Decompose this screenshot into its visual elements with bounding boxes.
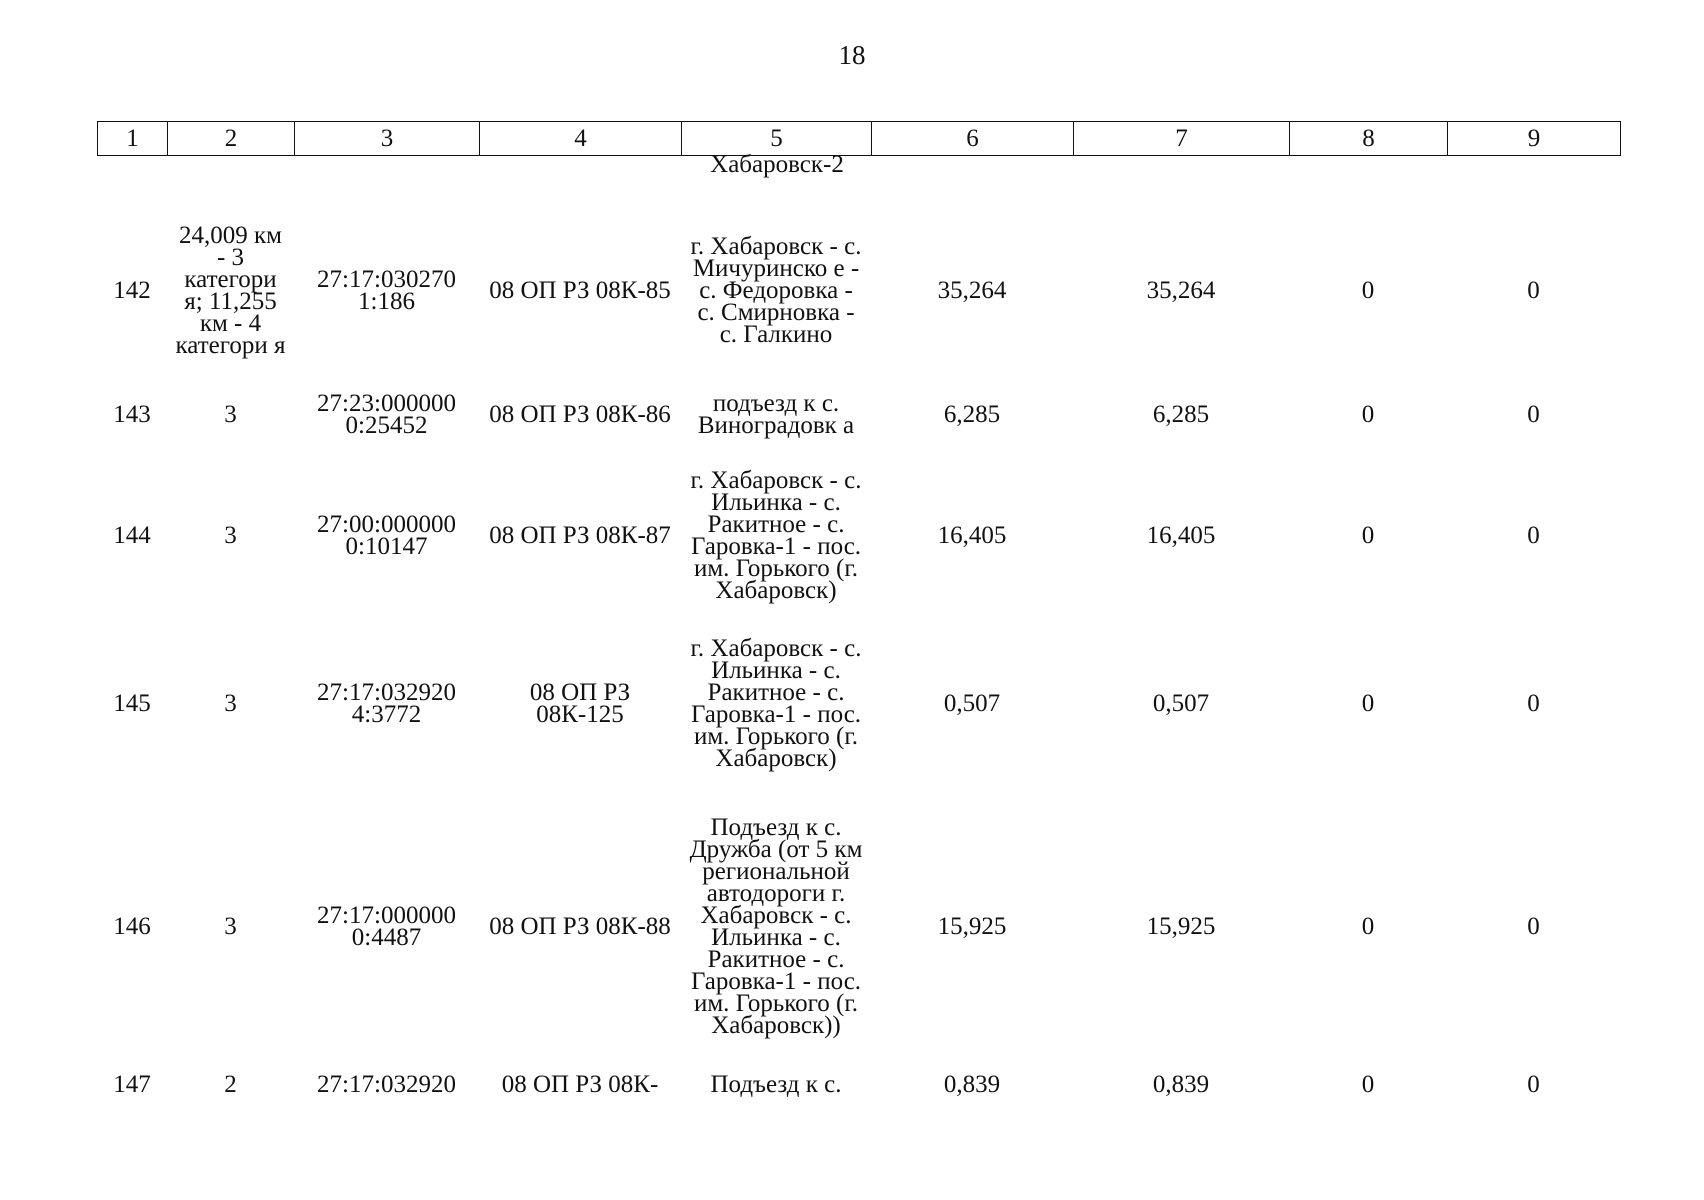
row-number: 142 xyxy=(113,277,151,304)
road-id: 08 ОП РЗ 08К- xyxy=(501,1071,659,1098)
road-value-col9: 0 xyxy=(1527,690,1540,717)
cadastral-number: 27:17:000000 0:4487 xyxy=(317,902,456,951)
road-id: 08 ОП РЗ 08К-87 xyxy=(489,522,671,549)
road-id: 08 ОП РЗ 08К-88 xyxy=(489,913,671,940)
road-length-col7: 35,264 xyxy=(1146,277,1216,304)
column-header: 7 xyxy=(1074,122,1290,156)
cadastral-number: 27:00:000000 0:10147 xyxy=(317,511,456,560)
road-name: Подъезд к с. Дружба (от 5 км региональной автодороги г. Хабаровск - с. Ильинка - с. Ракитное - с. Гаровка-1 - пос. им. Горького (г. Хабаровск)) xyxy=(689,814,863,1039)
row-number: 144 xyxy=(113,522,151,549)
road-value-col8: 0 xyxy=(1361,1071,1375,1098)
cadastral-number: 27:17:032920 4:3772 xyxy=(317,679,456,728)
road-id: 08 ОП РЗ 08К-85 xyxy=(489,277,671,304)
road-length-total: 35,264 xyxy=(937,277,1007,304)
road-length-total: 6,285 xyxy=(943,401,1001,428)
cadastral-number: 27:17:030270 1:186 xyxy=(317,266,456,315)
column-header: 8 xyxy=(1290,122,1448,156)
column-header: 2 xyxy=(168,122,295,156)
road-length-col7: 15,925 xyxy=(1146,913,1216,940)
column-header: 1 xyxy=(98,122,168,156)
road-length-col7: 6,285 xyxy=(1152,401,1210,428)
column-header: 3 xyxy=(295,122,480,156)
road-name: подъезд к с. Виноградовк а xyxy=(697,390,855,439)
cadastral-number: 27:17:032920 xyxy=(317,1071,456,1098)
table-row xyxy=(97,380,1620,450)
road-value-col8: 0 xyxy=(1361,913,1375,940)
row-number: 147 xyxy=(113,1071,151,1098)
column-header: 4 xyxy=(480,122,682,156)
row-number: 145 xyxy=(113,690,151,717)
table-row xyxy=(97,210,1620,372)
road-name: Подъезд к с. xyxy=(710,1071,842,1098)
road-name: г. Хабаровск - с. Мичуринско е - с. Федоровка - с. Смирновка - с. Галкино xyxy=(690,233,862,348)
road-length-col7: 16,405 xyxy=(1146,522,1216,549)
column-header-row xyxy=(98,122,1621,156)
table-row xyxy=(97,625,1620,783)
cadastral-number: 27:23:000000 0:25452 xyxy=(317,390,456,439)
column-header: 6 xyxy=(872,122,1074,156)
road-value-col9: 0 xyxy=(1527,277,1540,304)
road-value-col9: 0 xyxy=(1527,401,1540,428)
road-name: г. Хабаровск - с. Ильинка - с. Ракитное - с. Гаровка-1 - пос. им. Горького (г. Хабаровск) xyxy=(690,635,862,772)
road-value-col9: 0 xyxy=(1527,522,1540,549)
road-id: 08 ОП РЗ 08К-86 xyxy=(489,401,671,428)
road-length-total: 0,839 xyxy=(943,1071,1001,1098)
row-number: 143 xyxy=(113,401,151,428)
row-number: 146 xyxy=(113,913,151,940)
road-category: 24,009 км - 3 категори я; 11,255 км - 4 категори я xyxy=(175,222,286,359)
column-header: 9 xyxy=(1448,122,1621,156)
road-category: 3 xyxy=(224,401,237,428)
road-length-col7: 0,507 xyxy=(1152,690,1210,717)
road-name: г. Хабаровск - с. Ильинка - с. Ракитное - с. Гаровка-1 - пос. им. Горького (г. Хабаровск) xyxy=(690,467,862,604)
table-row xyxy=(97,457,1620,615)
road-category: 3 xyxy=(224,522,237,549)
road-category: 3 xyxy=(224,690,237,717)
column-header: 5 xyxy=(682,122,872,156)
road-length-total: 15,925 xyxy=(937,913,1007,940)
road-value-col9: 0 xyxy=(1527,1071,1540,1098)
road-length-total: 0,507 xyxy=(943,690,1001,717)
road-category: 2 xyxy=(224,1071,237,1098)
table-row xyxy=(97,792,1620,1062)
road-length-total: 16,405 xyxy=(937,522,1007,549)
continuation-text: Хабаровск-2 xyxy=(710,151,844,178)
road-category: 3 xyxy=(224,913,237,940)
column-header-table xyxy=(97,121,1621,156)
road-value-col8: 0 xyxy=(1361,690,1375,717)
road-id: 08 ОП РЗ 08К-125 xyxy=(529,679,631,728)
road-value-col8: 0 xyxy=(1361,401,1375,428)
road-value-col8: 0 xyxy=(1361,522,1375,549)
road-value-col9: 0 xyxy=(1527,913,1540,940)
road-value-col8: 0 xyxy=(1361,277,1375,304)
road-length-col7: 0,839 xyxy=(1152,1071,1210,1098)
table-row xyxy=(97,1070,1620,1100)
page-number: 18 xyxy=(838,40,866,70)
